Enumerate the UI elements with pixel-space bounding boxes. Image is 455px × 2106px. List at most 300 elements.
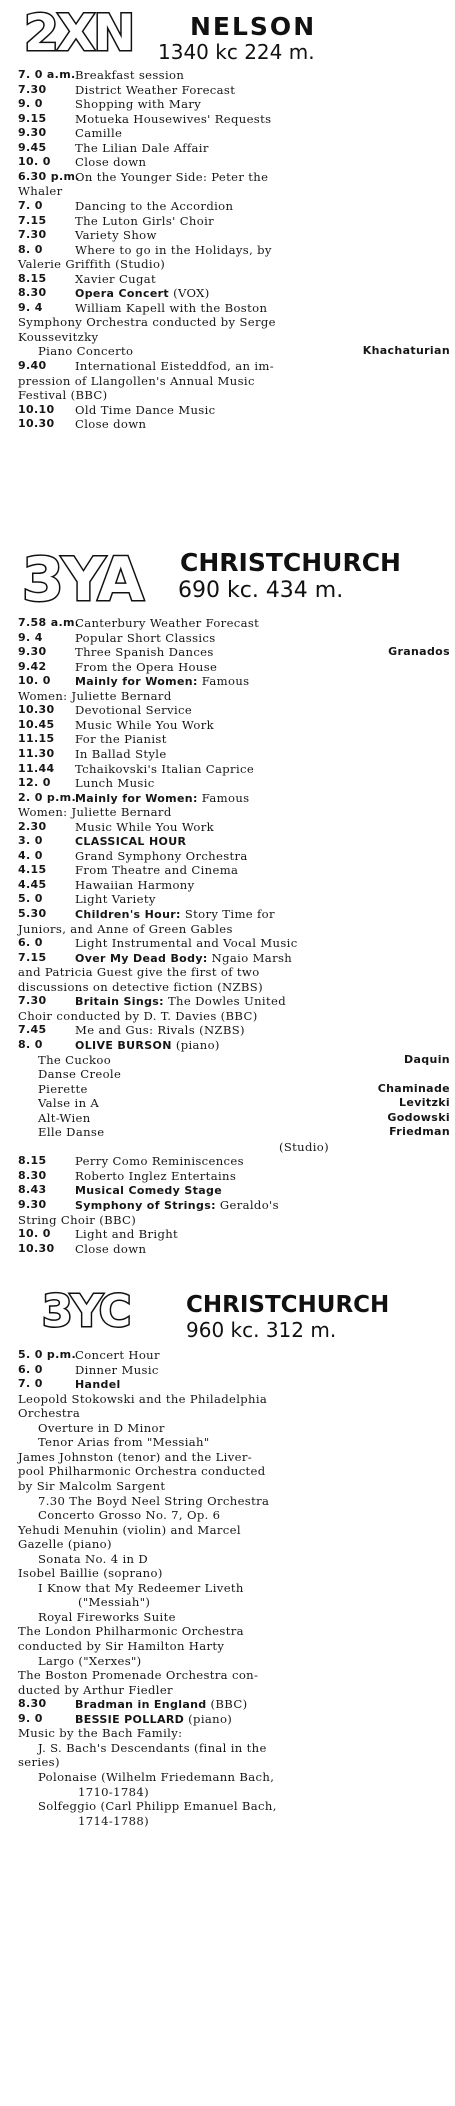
- time-label: 11.44: [18, 761, 55, 775]
- schedule-row: [18, 1464, 450, 1479]
- programme-title-bold: Opera Concert: [75, 287, 170, 301]
- continuation-text: ducted by Arthur Fiedler: [18, 1682, 173, 1697]
- callsign-3ya: 3YA: [22, 545, 142, 615]
- programme-title: On the Younger Side: Peter the: [75, 169, 269, 184]
- schedule-row: [18, 660, 450, 675]
- callsign-2xn: 2XN: [24, 4, 134, 62]
- programme-title: Close down: [75, 1241, 147, 1256]
- schedule-row: [18, 417, 450, 432]
- continuation-text: discussions on detective fiction (NZBS): [18, 979, 263, 994]
- schedule-row: [18, 1697, 450, 1712]
- programme-text: [75, 1183, 450, 1199]
- schedule-row: [18, 965, 450, 980]
- time-label: 8.30: [18, 1697, 47, 1711]
- time-label: 10.30: [18, 703, 55, 717]
- continuation-text: Women: Juliette Bernard: [18, 805, 172, 820]
- schedule-row: [18, 97, 450, 112]
- programme-title: Three Spanish Dances: [75, 645, 214, 660]
- schedule-row: [18, 922, 450, 937]
- programme-text: [75, 112, 450, 127]
- programme-title-bold: Musical Comedy Stage: [75, 1184, 223, 1198]
- schedule-row: [18, 1213, 450, 1228]
- schedule-row: [18, 892, 450, 907]
- callsign-3yc: 3YC: [42, 1286, 130, 1337]
- continuation-text: Choir conducted by D. T. Davies (BBC): [18, 1008, 258, 1023]
- programme-text: [75, 214, 450, 229]
- schedule-row: [18, 330, 450, 345]
- programme-title: Dinner Music: [75, 1362, 159, 1377]
- schedule-row: [18, 645, 450, 660]
- schedule-row: [18, 1067, 450, 1082]
- continuation-text: by Sir Malcolm Sargent: [18, 1478, 166, 1493]
- schedule-row: [18, 951, 450, 966]
- programme-title: Light Instrumental and Vocal Music: [75, 936, 298, 951]
- schedule-row: [18, 1082, 450, 1097]
- programme-title: Variety Show: [75, 228, 157, 243]
- time-label: 8.30: [18, 286, 47, 300]
- composer-name: Friedman: [389, 1125, 450, 1139]
- schedule-row: [18, 1683, 450, 1698]
- programme-title: In Ballad Style: [75, 746, 167, 761]
- continuation-text: Festival (BBC): [18, 388, 108, 403]
- programme-text: [75, 1348, 450, 1363]
- schedule-row: [18, 1610, 450, 1625]
- schedule-row: [18, 388, 450, 403]
- continuation-text: Symphony Orchestra conducted by Serge: [18, 315, 276, 330]
- programme-title: (piano): [184, 1711, 233, 1726]
- time-label: 2. 0 p.m.: [18, 790, 76, 804]
- programme-text: [75, 301, 450, 316]
- schedule-row: [18, 214, 450, 229]
- schedule-row: [18, 1494, 450, 1509]
- programme-text: [75, 243, 450, 258]
- schedule-row: [18, 1726, 450, 1741]
- indented-text: Solfeggio (Carl Philipp Emanuel Bach,: [38, 1799, 277, 1814]
- programme-title-bold: Over My Dead Body:: [75, 951, 208, 965]
- freq-3ya: 690 kc. 434 m.: [178, 578, 344, 603]
- indented-text: Largo ("Xerxes"): [38, 1653, 142, 1668]
- programme-text: [75, 994, 450, 1010]
- schedule-row: [18, 315, 450, 330]
- programme-title-bold: Mainly for Women:: [75, 791, 198, 805]
- programme-text: [75, 1154, 450, 1169]
- time-label: 7.30: [18, 82, 47, 96]
- programme-text: [75, 170, 450, 185]
- continuation-text: pool Philharmonic Orchestra conducted: [18, 1464, 266, 1479]
- programme-title-bold: Children's Hour:: [75, 908, 181, 921]
- programme-text: [75, 936, 450, 951]
- schedule-row: [18, 1406, 450, 1421]
- schedule-row: [18, 1508, 450, 1523]
- schedule-row: [18, 907, 450, 922]
- indented-text: 1710-1784): [78, 1784, 149, 1799]
- time-label: 7.58 a.m.: [18, 616, 80, 629]
- schedule-row: [18, 1624, 450, 1639]
- programme-title: Story Time for: [180, 907, 275, 921]
- schedule-row: [18, 1435, 450, 1450]
- programme-title: (VOX): [169, 286, 210, 301]
- programme-text: [75, 703, 450, 718]
- schedule-row: [18, 1799, 450, 1814]
- schedule-row: [18, 1814, 450, 1829]
- programme-text: [75, 616, 450, 631]
- programme-text: [75, 1038, 450, 1054]
- time-label: 8.15: [18, 1154, 47, 1168]
- programme-title: Geraldo's: [215, 1198, 279, 1212]
- programme-text: [75, 776, 450, 791]
- time-label: 10. 0: [18, 1227, 51, 1241]
- programme-title: Famous: [197, 674, 250, 689]
- continuation-text: Music by the Bach Family:: [18, 1726, 183, 1741]
- programme-title: Xavier Cugat: [75, 271, 157, 286]
- schedule-row: [18, 1421, 450, 1436]
- time-label: 5.30: [18, 907, 47, 920]
- schedule-row: [18, 1154, 450, 1169]
- continuation-text: series): [18, 1755, 60, 1770]
- programme-text: [75, 68, 450, 83]
- indented-text: Royal Fireworks Suite: [38, 1609, 176, 1624]
- schedule-row: [18, 1053, 450, 1068]
- programme-title: From Theatre and Cinema: [75, 863, 239, 878]
- programme-text: [75, 1169, 450, 1184]
- time-label: 9.40: [18, 359, 47, 372]
- schedule-row: [18, 1169, 450, 1184]
- indented-text: Alt-Wien: [38, 1110, 91, 1125]
- programme-text: [75, 272, 450, 287]
- programme-title: Camille: [75, 126, 123, 141]
- indented-text: Concerto Grosso No. 7, Op. 6: [38, 1508, 221, 1523]
- programme-title: Famous: [197, 790, 250, 805]
- time-label: 10.45: [18, 717, 55, 731]
- schedule-row: [18, 344, 450, 359]
- schedule-row: [18, 1450, 450, 1465]
- time-label: 9.42: [18, 659, 47, 673]
- schedule-row: [18, 674, 450, 689]
- programme-title: Me and Gus: Rivals (NZBS): [75, 1023, 245, 1038]
- programme-title: Roberto Inglez Entertains: [75, 1168, 237, 1183]
- programme-title: Motueka Housewives' Requests: [75, 111, 272, 126]
- schedule-row: [18, 1023, 450, 1038]
- programme-title: Music While You Work: [75, 819, 214, 834]
- time-label: 10.30: [18, 417, 55, 431]
- programme-title-bold: Symphony of Strings:: [75, 1199, 216, 1212]
- schedule-row: [18, 1227, 450, 1242]
- continuation-text: Orchestra: [18, 1406, 81, 1421]
- indented-text: Sonata No. 4 in D: [38, 1551, 149, 1566]
- time-label: 9.30: [18, 126, 47, 140]
- schedule-row: [18, 112, 450, 127]
- time-label: 10.30: [18, 1241, 55, 1255]
- indented-text: Overture in D Minor: [38, 1420, 165, 1435]
- schedule-row: [18, 1741, 450, 1756]
- schedule-row: [18, 1038, 450, 1053]
- programme-title: Concert Hour: [75, 1348, 160, 1362]
- schedule-row: [18, 1595, 450, 1610]
- schedule-row: [18, 747, 450, 762]
- schedule-row: [18, 791, 450, 806]
- programme-text: [75, 97, 450, 112]
- time-label: 7. 0: [18, 1377, 43, 1391]
- programme-title: (BBC): [206, 1697, 248, 1712]
- schedule-row: [18, 703, 450, 718]
- time-label: 4.15: [18, 863, 47, 877]
- schedule-row: [18, 403, 450, 418]
- programme-title: Dancing to the Accordion: [75, 198, 234, 213]
- continuation-text: Gazelle (piano): [18, 1537, 112, 1552]
- indented-text: ("Messiah"): [78, 1595, 151, 1610]
- city-3yc: CHRISTCHURCH: [186, 1292, 390, 1318]
- time-label: 7.15: [18, 950, 47, 964]
- schedule-row: [18, 1377, 450, 1392]
- programme-text: [75, 762, 450, 777]
- programme-title: Grand Symphony Orchestra: [75, 848, 248, 863]
- programme-text: [75, 1198, 450, 1214]
- programme-text: [75, 631, 450, 646]
- programme-title: Old Time Dance Music: [75, 402, 216, 417]
- indented-text: Valse in A: [38, 1096, 100, 1111]
- schedule-row: [18, 1125, 450, 1140]
- schedule-row: [18, 272, 450, 287]
- schedule-row: [18, 631, 450, 646]
- programme-text: [75, 155, 450, 170]
- programme-text: [75, 747, 450, 762]
- indented-text: Polonaise (Wilhelm Friedemann Bach,: [38, 1769, 275, 1784]
- schedule-row: [18, 820, 450, 835]
- time-label: 11.15: [18, 732, 55, 746]
- continuation-text: Valerie Griffith (Studio): [18, 257, 166, 272]
- programme-title: Close down: [75, 155, 147, 170]
- time-label: 7. 0 a.m.: [18, 68, 76, 81]
- time-label: 8.43: [18, 1183, 47, 1197]
- schedule-row: [18, 243, 450, 258]
- continuation-text: Yehudi Menuhin (violin) and Marcel: [18, 1522, 241, 1537]
- schedule-row: [18, 1009, 450, 1024]
- programme-text: [75, 1227, 450, 1242]
- programme-text: [75, 892, 450, 907]
- time-label: 8. 0: [18, 1037, 43, 1051]
- indented-text: The Cuckoo: [38, 1052, 112, 1067]
- indented-text: Pierette: [38, 1081, 88, 1096]
- time-label: 10.10: [18, 402, 55, 416]
- schedule-row: [18, 1552, 450, 1567]
- continuation-text: Isobel Baillie (soprano): [18, 1566, 163, 1581]
- programme-title: Close down: [75, 417, 147, 432]
- schedule-row: [18, 1581, 450, 1596]
- programme-text: [75, 834, 450, 850]
- schedule-row: [18, 936, 450, 951]
- programme-text: [75, 403, 450, 418]
- schedule-row: [18, 1770, 450, 1785]
- schedule-row: [18, 834, 450, 849]
- indented-text: J. S. Bach's Descendants (final in the: [38, 1740, 267, 1755]
- programme-text: [75, 1377, 450, 1393]
- schedule-row: [18, 170, 450, 185]
- time-label: 9. 4: [18, 630, 43, 644]
- city-nelson: NELSON: [190, 12, 317, 41]
- programme-text: [75, 286, 450, 302]
- schedule-row: [18, 994, 450, 1009]
- time-label: 9. 0: [18, 97, 43, 111]
- time-label: 5. 0: [18, 892, 43, 906]
- schedule-row: [18, 184, 450, 199]
- programme-title: Music While You Work: [75, 717, 214, 732]
- programme-text: [75, 1712, 450, 1728]
- schedule-row: [18, 718, 450, 733]
- schedule-row: [18, 805, 450, 820]
- programme-title: From the Opera House: [75, 659, 218, 674]
- continuation-text: and Patricia Guest give the first of two: [18, 965, 260, 980]
- time-label: 12. 0: [18, 776, 51, 790]
- schedule-row: [18, 849, 450, 864]
- programme-text: [75, 674, 450, 690]
- programme-text: [75, 141, 450, 156]
- schedule-row: [18, 1198, 450, 1213]
- time-label: 8.30: [18, 1168, 47, 1182]
- time-label: 6. 0: [18, 936, 43, 950]
- time-label: 6. 0: [18, 1362, 43, 1376]
- programme-title: Where to go in the Holidays, by: [75, 242, 272, 257]
- programme-title: The Luton Girls' Choir: [75, 213, 215, 228]
- time-label: 9.30: [18, 645, 47, 659]
- programme-title: Canterbury Weather Forecast: [75, 616, 260, 630]
- schedule-row: [18, 257, 450, 272]
- programme-title-bold: Bradman in England: [75, 1698, 207, 1712]
- time-label: 7.30: [18, 228, 47, 242]
- programme-title: William Kapell with the Boston: [75, 300, 268, 315]
- programme-text: [75, 417, 450, 432]
- schedule-row: [18, 1140, 450, 1155]
- schedule-row: [18, 68, 450, 83]
- programme-title: Perry Como Reminiscences: [75, 1154, 244, 1169]
- time-label: 7.15: [18, 213, 47, 227]
- schedule-row: [18, 1392, 450, 1407]
- continuation-text: pression of Llangollen's Annual Music: [18, 373, 255, 388]
- time-label: 6.30 p.m.: [18, 169, 80, 183]
- programme-text: [75, 849, 450, 864]
- continuation-text: James Johnston (tenor) and the Liver-: [18, 1449, 252, 1464]
- schedule-row: [18, 616, 450, 631]
- time-label: 11.30: [18, 746, 55, 760]
- time-label: 9.15: [18, 111, 47, 125]
- continuation-text: String Choir (BBC): [18, 1212, 137, 1227]
- programme-text: [75, 863, 450, 878]
- schedule-row: [18, 1111, 450, 1126]
- schedule-row: [18, 83, 450, 98]
- continuation-text: Whaler: [18, 184, 63, 199]
- city-3ya: CHRISTCHURCH: [180, 548, 401, 577]
- programme-text: [75, 199, 450, 214]
- schedule-row: [18, 878, 450, 893]
- indented-text: 1714-1788): [78, 1813, 149, 1828]
- schedule-row: [18, 199, 450, 214]
- schedule-row: [18, 1096, 450, 1111]
- time-label: 10. 0: [18, 155, 51, 169]
- programme-title: The Lilian Dale Affair: [75, 140, 209, 155]
- time-label: 9. 4: [18, 300, 43, 314]
- schedule-row: [18, 155, 450, 170]
- schedule-row: [18, 374, 450, 389]
- schedule-row: [18, 732, 450, 747]
- schedule-row: [18, 1712, 450, 1727]
- indented-text: 7.30 The Boyd Neel String Orchestra: [38, 1493, 270, 1508]
- time-label: 10. 0: [18, 674, 51, 688]
- programme-text: [75, 951, 450, 967]
- schedule-row: [18, 1639, 450, 1654]
- time-label: 4.45: [18, 877, 47, 891]
- time-label: 5. 0 p.m.: [18, 1348, 76, 1361]
- time-label: 3. 0: [18, 834, 43, 848]
- programme-title: Light Variety: [75, 892, 156, 907]
- programme-text: [75, 732, 450, 747]
- schedule-row: [18, 359, 450, 374]
- programme-text: [75, 1697, 450, 1713]
- schedule-row: [18, 1668, 450, 1683]
- schedule-row: [18, 141, 450, 156]
- time-label: 9. 0: [18, 1711, 43, 1725]
- indented-text: Elle Danse: [38, 1125, 105, 1140]
- programme-title: The Dowles United: [163, 994, 286, 1009]
- programme-text: [75, 718, 450, 733]
- composer-name: Daquin: [404, 1052, 450, 1066]
- schedule-row: [18, 1348, 450, 1363]
- composer-name: Godowski: [387, 1110, 450, 1124]
- schedule-row: [18, 301, 450, 316]
- continuation-text: Leopold Stokowski and the Philadelphia: [18, 1391, 268, 1406]
- schedule-row: [18, 1755, 450, 1770]
- composer-name: Levitzki: [399, 1096, 450, 1110]
- continuation-text: The Boston Promenade Orchestra con-: [18, 1668, 259, 1683]
- programme-text: [75, 83, 450, 98]
- schedule-row: [18, 980, 450, 995]
- composer-name: Chaminade: [377, 1081, 450, 1095]
- time-label: 7.45: [18, 1023, 47, 1037]
- programme-title: Ngaio Marsh: [207, 950, 293, 965]
- continuation-text: Juniors, and Anne of Green Gables: [18, 921, 233, 936]
- time-label: 8.15: [18, 271, 47, 285]
- programme-text: [75, 1023, 450, 1038]
- schedule-row: [18, 762, 450, 777]
- composer-name: Khachaturian: [362, 344, 450, 358]
- schedule-row: [18, 1654, 450, 1669]
- programme-text: [75, 1363, 450, 1378]
- time-label: 4. 0: [18, 848, 43, 862]
- indented-text: Piano Concerto: [38, 344, 134, 359]
- indented-text: Danse Creole: [38, 1067, 122, 1082]
- schedule-row: [18, 1523, 450, 1538]
- programme-title: Shopping with Mary: [75, 97, 202, 112]
- programme-text: [75, 820, 450, 835]
- programme-title: International Eisteddfod, an im-: [75, 359, 275, 373]
- programme-title: For the Pianist: [75, 732, 167, 747]
- centered-note: (Studio): [278, 1139, 330, 1154]
- schedule-row: [18, 776, 450, 791]
- programme-title: Hawaiian Harmony: [75, 877, 195, 892]
- programme-text: [75, 228, 450, 243]
- continuation-text: Women: Juliette Bernard: [18, 688, 172, 703]
- continuation-text: The London Philharmonic Orchestra: [18, 1624, 244, 1639]
- schedule-row: [18, 1363, 450, 1378]
- programme-title-bold: BESSIE POLLARD: [75, 1712, 185, 1726]
- programme-text: [75, 660, 450, 675]
- time-label: 9.45: [18, 140, 47, 154]
- programme-title: Popular Short Classics: [75, 630, 216, 645]
- programme-title-bold: Britain Sings:: [75, 995, 164, 1009]
- time-label: 2.30: [18, 819, 47, 833]
- schedule-row: [18, 863, 450, 878]
- programme-text: [75, 1242, 450, 1257]
- schedule-row: [18, 1566, 450, 1581]
- programme-text: [75, 878, 450, 893]
